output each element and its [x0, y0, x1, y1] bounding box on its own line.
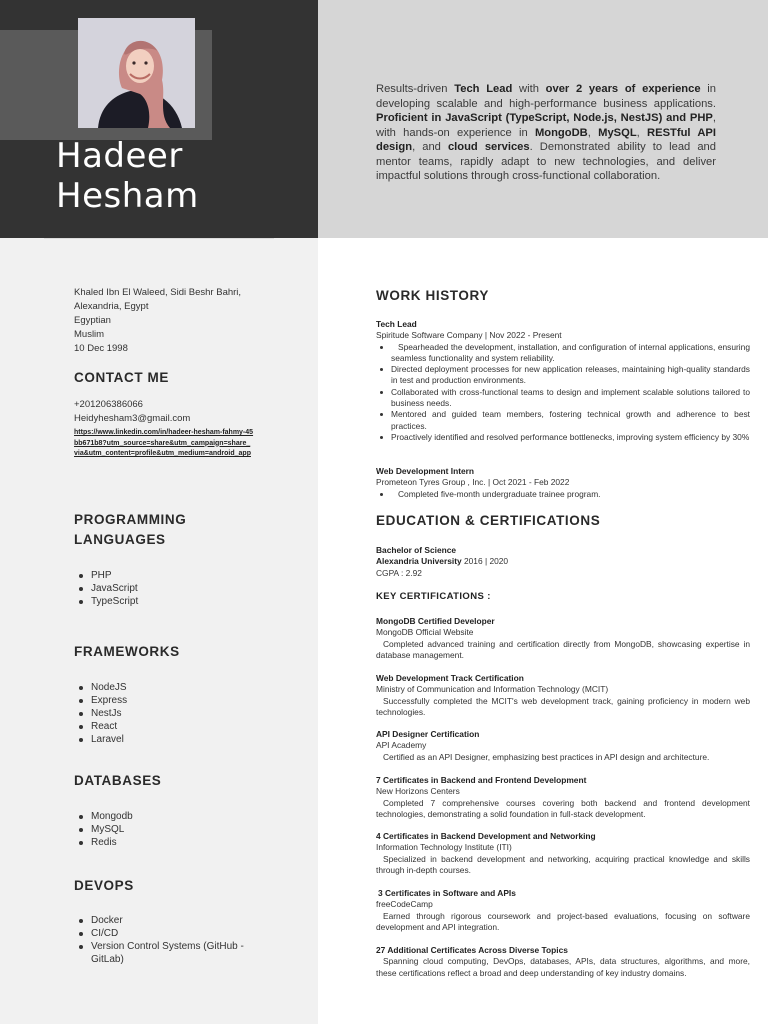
programming-languages-list — [74, 569, 138, 608]
list-item: Mentored and guided team members, fostering technical growth and adherence to best practices. — [376, 409, 750, 432]
education-heading: EDUCATION & CERTIFICATIONS — [376, 513, 601, 528]
professional-summary — [376, 82, 716, 184]
cert-issuer: API Academy — [376, 740, 427, 751]
address-line-2: Alexandria, Egypt — [74, 301, 149, 312]
list-item: CI/CD — [74, 927, 274, 940]
email-address: Heidyhesham3@gmail.com — [74, 413, 191, 424]
summary-text: . Demonstrated ability to lead and mentor teams, rapidly adapt to new technologies, and deliver impactful solutions through cross-functional collaboration. — [376, 141, 716, 182]
cert-issuer: Information Technology Institute (ITI) — [376, 842, 512, 853]
last-name: Hesham — [56, 176, 199, 216]
list-item: NestJs — [74, 707, 127, 720]
cert-issuer: New Horizons Centers — [376, 786, 460, 797]
devops-list — [74, 914, 274, 966]
cert-title: 7 Certificates in Backend and Frontend Development — [376, 775, 587, 785]
list-item: Proactively identified and resolved performance bottlenecks, improving system efficiency by 30% — [376, 432, 750, 443]
programming-languages-heading — [74, 510, 186, 550]
list-item: Collaborated with cross-functional teams to design and implement scalable solutions tailored to business needs. — [376, 387, 750, 410]
job-meta: Spiritude Software Company | Nov 2022 - Present — [376, 330, 562, 341]
nationality: Egyptian — [74, 315, 111, 326]
summary-text: , and — [412, 141, 448, 153]
summary-text: in developing scalable and high-performance business applications. — [376, 83, 716, 110]
list-item: Mongodb — [74, 810, 133, 823]
list-item: NodeJS — [74, 681, 127, 694]
degree-title: Bachelor of Science — [376, 545, 457, 555]
summary-text: , — [587, 126, 599, 139]
cert-item — [376, 616, 750, 661]
cert-description: Specialized in backend development and networking, acquiring practical knowledge and skills through in-depth courses. — [376, 853, 750, 875]
summary-emphasis: MySQL — [598, 126, 637, 139]
summary-text: , with hands-on experience in — [376, 112, 716, 139]
cert-title: API Designer Certification — [376, 729, 480, 739]
job-intern — [376, 466, 750, 500]
job-bullets — [376, 342, 750, 444]
cert-title: 27 Additional Certificates Across Diverse Topics — [376, 945, 568, 955]
cert-description: Completed advanced training and certification directly from MongoDB, showcasing expertise in database management. — [376, 638, 750, 660]
list-item: JavaScript — [74, 582, 138, 595]
list-item: Docker — [74, 914, 274, 927]
devops-heading: DEVOPS — [74, 878, 134, 893]
cert-description: Earned through rigorous coursework and project-based evaluations, focusing on software development and API integration. — [376, 910, 750, 932]
job-title: Tech Lead — [376, 319, 417, 329]
linkedin-link[interactable]: https://www.linkedin.com/in/hadeer-hesham-fahmy-45bb671b8?utm_source=share&utm_campaign=share_via&utm_content=profile&utm_medium=android_app — [74, 429, 254, 457]
list-item: Spearheaded the development, installation, and configuration of internal applications, ensuring seamless functionality and system reliability. — [376, 342, 750, 365]
cert-description: Certified as an API Designer, emphasizing best practices in API design and architecture. — [383, 751, 710, 762]
religion: Muslim — [74, 329, 105, 340]
cert-description: Spanning cloud computing, DevOps, databases, APIs, data structures, algorithms, and more, these certifications reflect a broad and deep understanding of key industry domains. — [376, 956, 750, 978]
list-item: Version Control Systems (GitHub - GitLab) — [74, 940, 274, 966]
profile-photo-image — [78, 18, 195, 128]
cert-description: Successfully completed the MCIT's web development track, gaining proficiency in modern web technologies. — [376, 695, 750, 717]
list-item: Completed five-month undergraduate trainee program. — [376, 489, 750, 500]
job-bullets — [376, 489, 750, 500]
job-tech-lead — [376, 319, 750, 443]
summary-text: , — [636, 126, 648, 139]
list-item: Express — [74, 694, 127, 707]
profile-photo — [78, 18, 195, 128]
personal-info — [74, 286, 241, 356]
summary-emphasis: RESTful API design — [376, 126, 717, 153]
programming-languages-heading-line-2: LANGUAGES — [74, 532, 166, 547]
university-name: Alexandria University — [376, 556, 462, 567]
summary-emphasis: over 2 years of experience — [545, 83, 701, 95]
first-name: Hadeer — [56, 136, 183, 176]
cert-item — [376, 673, 750, 718]
databases-heading: DATABASES — [74, 773, 162, 788]
cert-item — [376, 945, 750, 979]
frameworks-list — [74, 681, 127, 746]
summary-emphasis: Proficient in JavaScript (TypeScript, Node.js, NestJS) and PHP — [376, 112, 713, 124]
summary-text: with — [512, 83, 546, 95]
summary-emphasis: cloud services — [447, 141, 530, 153]
list-item: Laravel — [74, 733, 127, 746]
list-item: MySQL — [74, 823, 133, 836]
contact-info — [74, 398, 254, 460]
cert-issuer: freeCodeCamp — [376, 899, 433, 910]
list-item: TypeScript — [74, 595, 138, 608]
cert-description: Completed 7 comprehensive courses covering both backend and frontend development technologies, demonstrating a solid foundation in full-stack development. — [376, 797, 750, 819]
cert-item — [376, 775, 750, 820]
cert-item — [376, 888, 750, 933]
cert-title: 3 Certificates in Software and APIs — [378, 888, 516, 898]
summary-emphasis: Tech Lead — [454, 83, 513, 95]
summary-text: Results-driven — [376, 83, 455, 95]
cert-issuer: MongoDB Official Website — [376, 627, 474, 638]
cert-issuer: Ministry of Communication and Information Technology (MCIT) — [376, 684, 609, 695]
sidebar-divider — [44, 238, 274, 239]
job-title: Web Development Intern — [376, 466, 475, 476]
study-years: 2016 | 2020 — [461, 556, 509, 567]
address-line-1: Khaled Ibn El Waleed, Sidi Beshr Bahri, — [74, 287, 242, 298]
degree-block — [376, 545, 750, 579]
cgpa: CGPA : 2.92 — [376, 567, 422, 578]
key-certifications-heading: KEY CERTIFICATIONS : — [376, 591, 491, 602]
frameworks-heading: FRAMEWORKS — [74, 644, 180, 659]
job-meta: Prometeon Tyres Group , Inc. | Oct 2021 - Feb 2022 — [376, 477, 570, 488]
work-history-heading: WORK HISTORY — [376, 288, 489, 303]
summary-emphasis: MongoDB — [534, 126, 588, 139]
cert-title: MongoDB Certified Developer — [376, 616, 495, 626]
phone-number: +201206386066 — [74, 399, 143, 410]
cert-item — [376, 831, 750, 876]
contact-heading: CONTACT ME — [74, 370, 169, 385]
cert-title: Web Development Track Certification — [376, 673, 524, 683]
programming-languages-heading-line-1: PROGRAMMING — [74, 512, 187, 527]
list-item: Directed deployment processes for new application releases, maintaining high-quality standards in test and production environments. — [376, 364, 750, 387]
list-item: React — [74, 720, 127, 733]
cert-item — [376, 729, 750, 763]
databases-list — [74, 810, 133, 849]
birth-date: 10 Dec 1998 — [74, 343, 128, 354]
list-item: Redis — [74, 836, 133, 849]
list-item: PHP — [74, 569, 138, 582]
cert-title: 4 Certificates in Backend Development and Networking — [376, 831, 596, 841]
candidate-name — [56, 136, 199, 216]
